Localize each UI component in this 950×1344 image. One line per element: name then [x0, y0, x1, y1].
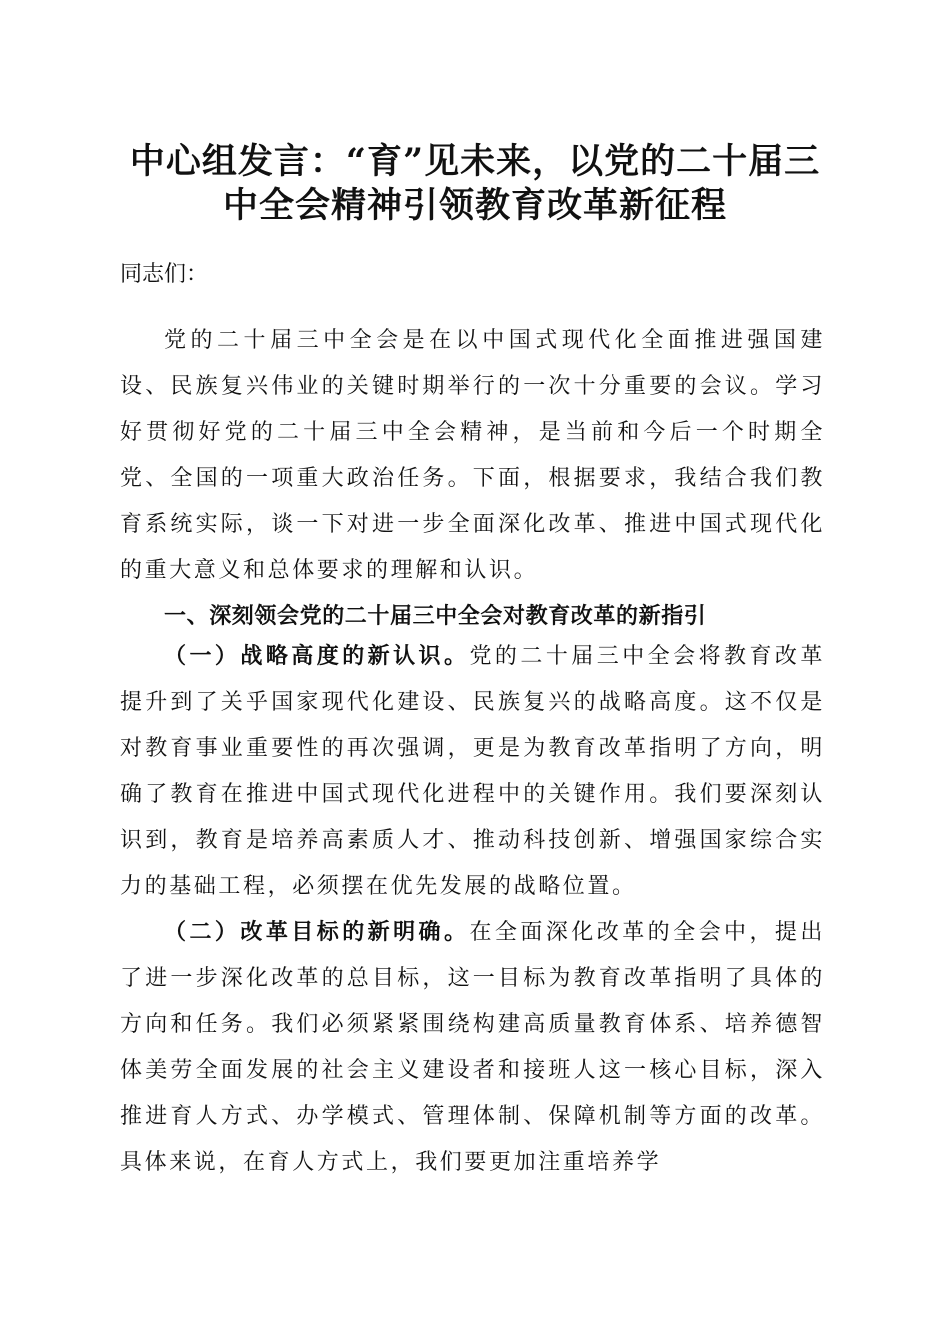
document-title-line-1: 中心组发言：“育”见未来，以党的二十届三	[129, 141, 821, 182]
item-2-lead: （二）改革目标的新明确。	[164, 920, 470, 945]
salutation: 同志们：	[120, 262, 209, 287]
document-title-line-2: 中全会精神引领教育改革新征程	[222, 185, 727, 226]
item-2-text: 在全面深化改革的全会中，提出了进一步深化改革的总目标，这一目标为教育改革指明了具体的方向和任务。我们必须紧紧围绕构建高质量教育体系、培养德智体美劳全面发展的社会主义建设者和接班人这一核心目标，深入推进育人方式、办学模式、管理体制、保障机制等方面的改革。具体来说，在育人方式上，我们要更加注重培养学	[120, 920, 825, 1175]
paragraph-item-1	[120, 634, 825, 910]
paragraph-item-2	[120, 910, 825, 1186]
paragraph-intro: 党的二十届三中全会是在以中国式现代化全面推进强国建设、民族复兴伟业的关键时期举行的一次十分重要的会议。学习好贯彻好党的二十届三中全会精神，是当前和今后一个时期全党、全国的一项重大政治任务。下面，根据要求，我结合我们教育系统实际，谈一下对进一步全面深化改革、推进中国式现代化的重大意义和总体要求的理解和认识。	[120, 328, 825, 583]
section-1-heading: 一、深刻领会党的二十届三中全会对教育改革的新指引	[164, 604, 707, 629]
item-1-text: 党的二十届三中全会将教育改革提升到了关乎国家现代化建设、民族复兴的战略高度。这不仅是对教育事业重要性的再次强调，更是为教育改革指明了方向，明确了教育在推进中国式现代化进程中的关键作用。我们要深刻认识到，教育是培养高素质人才、推动科技创新、增强国家综合实力的基础工程，必须摆在优先发展的战略位置。	[120, 644, 825, 899]
item-1-lead: （一）战略高度的新认识。	[164, 644, 470, 669]
